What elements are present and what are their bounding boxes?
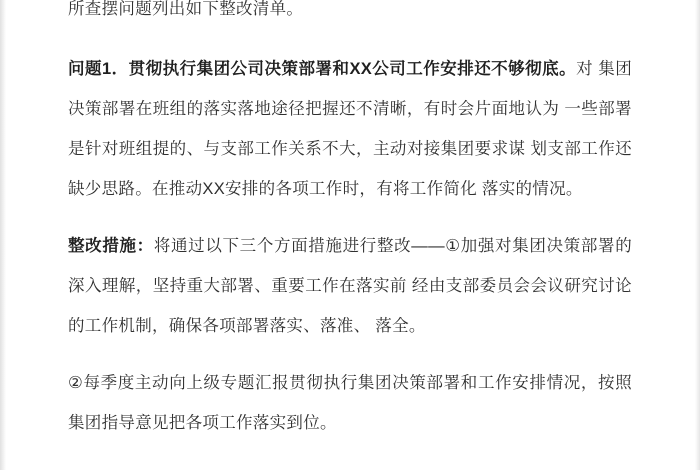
text-line bbox=[68, 226, 632, 266]
measure2-paragraph bbox=[68, 363, 632, 443]
problem1-paragraph bbox=[68, 49, 632, 209]
intro-paragraph bbox=[68, 0, 632, 29]
text-line bbox=[68, 363, 632, 403]
document-text-block bbox=[68, 0, 632, 443]
measures-paragraph bbox=[68, 226, 632, 346]
text-line bbox=[68, 306, 632, 346]
intro-text: 所查摆问题列出如下整改清单。 bbox=[68, 0, 304, 18]
text-line bbox=[68, 129, 632, 169]
problem1-line2: 决策部署在班组的落实落地途径把握还不清晰，有时会片面地认为 一些部署 bbox=[68, 100, 632, 118]
measures-line1-rest: 将通过以下三个方面措施进行整改——①加强对集团决策部署的 bbox=[153, 237, 632, 255]
measure2-line2: 集团指导意见把各项工作落实到位。 bbox=[68, 414, 337, 432]
text-line bbox=[68, 266, 632, 306]
problem1-line3: 是针对班组提的、与支部工作关系不大，主动对接集团要求谋 划支部工作还 bbox=[68, 140, 632, 158]
text-line bbox=[68, 403, 632, 443]
text-line bbox=[68, 169, 632, 209]
measure2-line1: ②每季度主动向上级专题汇报贯彻执行集团决策部署和工作安排情况，按照 bbox=[68, 374, 632, 392]
page-left-edge-shadow bbox=[0, 0, 6, 470]
measures-line3: 的工作机制，确保各项部署落实、落准、 落全。 bbox=[68, 317, 426, 335]
text-line bbox=[68, 49, 632, 89]
problem1-heading: 问题1．贯彻执行集团公司决策部署和XX公司工作安排还不够彻底。 bbox=[68, 60, 577, 78]
measures-line2: 深入理解，坚持重大部署、重要工作在落实前 经由支部委员会会议研究讨论 bbox=[68, 277, 632, 295]
problem1-line4: 缺少思路。在推动XX安排的各项工作时，有将工作简化 落实的情况。 bbox=[68, 180, 583, 198]
page-right-edge-shadow bbox=[695, 0, 700, 470]
text-line bbox=[68, 0, 632, 29]
measures-heading: 整改措施： bbox=[68, 237, 154, 255]
problem1-line1-rest: 对 集团 bbox=[576, 60, 632, 78]
text-line bbox=[68, 89, 632, 129]
